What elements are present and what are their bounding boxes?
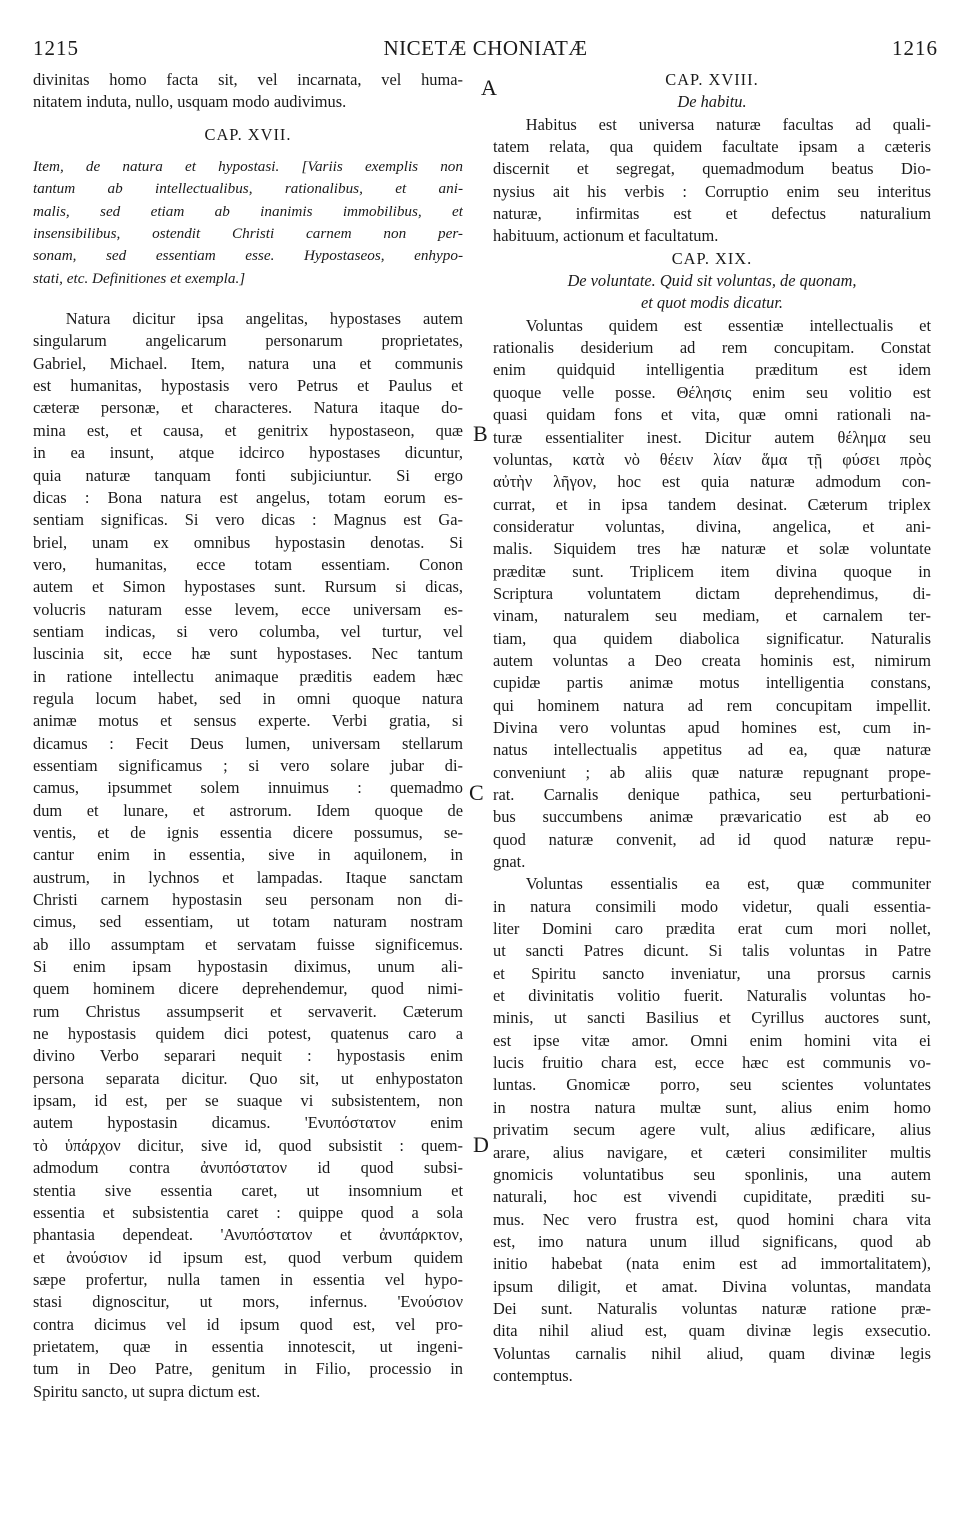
chapter-title-19 bbox=[493, 270, 931, 315]
text-line: et divinitatis volitio fuerit. Naturalis voluntas ho- bbox=[493, 986, 931, 1006]
summary-line: stati, etc. Definitiones et exempla.] bbox=[33, 269, 246, 287]
text-line: phantasia dependeat. 'Ανυπόστατον et ἀνυπάρκτον, bbox=[33, 1225, 463, 1245]
text-line: tum in Deo Patre, genitum in Filio, processio in bbox=[33, 1359, 463, 1379]
text-line: dicamus : Fecit Deus lumen, universam stellarum bbox=[33, 733, 463, 753]
text-line: est, imo natura unum illud significans, quod ab bbox=[493, 1231, 931, 1251]
text-line: enim quidquid intelligentia præditum est idem bbox=[493, 360, 931, 380]
text-line: cimus, sed essentiam, ut totam naturam nostram bbox=[33, 912, 463, 932]
text-line: minis, ut sancti Basilius et Cyrillus auctores sunt, bbox=[493, 1008, 931, 1028]
text-line: admodum contra ἀνυπόστατον id quod subsi- bbox=[33, 1158, 463, 1178]
text-line: in natura consimili modo videtur, quali essentia- bbox=[493, 896, 931, 916]
text-line: cupidæ partis animæ motus intelligentia constans, bbox=[493, 673, 931, 693]
text-line: mus. Nec vero frustra est, quod homini chara vita bbox=[493, 1209, 931, 1229]
text-line: malis. Siquidem tres hæ naturæ et solæ voluntate bbox=[493, 539, 931, 559]
text-line: Voluntas carnalis nihil aliud, quam divinæ legis bbox=[493, 1343, 931, 1363]
text-line: et ἀνούσιον id ipsum est, quod verbum quidem bbox=[33, 1247, 463, 1267]
text-line: currat, et in ipsa tandem desinat. Cæterum triplex bbox=[493, 494, 931, 514]
text-line: Si enim ipsam hypostasin diximus, unum ali- bbox=[33, 957, 463, 977]
text-line: prietatem, quæ in essentia innotescit, ut ingeni- bbox=[33, 1336, 463, 1356]
text-line: dicas : Bona natura est angelus, totam eorum es- bbox=[33, 487, 463, 507]
text-line: naturali, hoc est vivendi cupiditate, præditi su- bbox=[493, 1187, 931, 1207]
text-line: Spiritu sancto, ut supra dictum est. bbox=[33, 1381, 261, 1401]
text-line: Habitus est universa naturæ facultas ad quali- bbox=[525, 114, 931, 134]
text-line: gnat. bbox=[493, 852, 526, 872]
text-line: contra dicimus vel id ipsum quod est, vel pro- bbox=[33, 1314, 463, 1334]
text-line: ab illo assumptam et servatam fuisse significemus. bbox=[33, 934, 463, 954]
text-line: vero, humanitas, ecce totam essentiam. Conon bbox=[33, 554, 463, 574]
margin-marker-c: C bbox=[469, 780, 484, 805]
text-line: Voluntas essentialis ea est, quæ communiter bbox=[525, 874, 931, 894]
text-line: dum et lunare, et astrorum. Idem quoque de bbox=[33, 800, 463, 820]
text-line: contemptus. bbox=[493, 1365, 573, 1385]
text-line: Scriptura voluntatem dictam deprehendimus, di- bbox=[493, 583, 931, 603]
text-line: austrum, in lychnos et lampadas. Itaque sanctam bbox=[33, 867, 463, 887]
text-line: animæ motus et sensus experte. Verbi gratia, si bbox=[33, 711, 463, 731]
summary-line: malis, sed etiam ab inanimis immobilibus, et bbox=[33, 202, 463, 220]
intro-paragraph bbox=[33, 69, 463, 114]
text-line: luscinia sit, ecce hæ sunt hypostases. Nec tantum bbox=[33, 644, 463, 664]
page-header bbox=[0, 0, 971, 70]
text-line: Gabriel, Michael. Item, natura una et communis bbox=[33, 353, 463, 373]
text-line: voluntas, κατὰ νὸ θέειν λίαν ἅμα τῇ φύσει πρὸς bbox=[493, 449, 931, 469]
text-line: habituum, actionum et facultatum. bbox=[493, 226, 719, 246]
left-column bbox=[33, 69, 463, 1403]
chapter-body-19-part1 bbox=[493, 315, 931, 874]
text-line: quem hominem dicere deprehendemur, quod nimi- bbox=[33, 979, 463, 999]
text-line: natus intellectualis appetitus ad ea, quæ naturæ bbox=[493, 740, 931, 760]
text-line: nysius ait his verbis : Corruptio enim seu interitus bbox=[493, 181, 931, 201]
text-line: lucis fruitio chara est, ecce hæc est communis vo- bbox=[493, 1053, 931, 1073]
text-line: camus, ipsummet solem innuimus : quemadmo bbox=[33, 778, 463, 798]
text-line: turæ essentialiter inest. Dicitur autem θέλημα seu bbox=[493, 427, 931, 447]
text-line: Divina vero voluntas apud homines est, cum in- bbox=[493, 717, 931, 737]
spacer bbox=[33, 290, 463, 308]
text-line: gnomicis voluntatibus seu sponlinis, una autem bbox=[493, 1164, 931, 1184]
text-line: quod naturæ convenit, ad id quod naturæ repu- bbox=[493, 829, 931, 849]
chapter-heading-18: CAP. XVIII. bbox=[665, 70, 759, 89]
text-line: essentiam significamus ; si vero solare jubar di- bbox=[33, 755, 463, 775]
text-line: Voluntas quidem est essentiæ intellectualis et bbox=[525, 315, 931, 335]
text-line: rat. Carnalis denique pathica, seu perturbationi- bbox=[493, 785, 931, 804]
text-line: privatim secum agere vult, alius ædificare, alius bbox=[493, 1120, 931, 1140]
text-line: tiam, qua quidem diabolica significatur. Naturalis bbox=[493, 628, 931, 648]
text-line: vinam, naturalem seu mediam, et carnalem ter- bbox=[493, 606, 931, 626]
text-line: consideratur voluntas, divina, angelica, et ani- bbox=[493, 516, 931, 536]
text-line: Christi carnem hypostasin seu personam non di- bbox=[33, 890, 463, 910]
text-line: rum Christus assumpserit et servaverit. Cæterum bbox=[33, 1001, 463, 1021]
text-line: arare, alius navigare, et cæteri consimiliter multis bbox=[493, 1142, 931, 1162]
title-line: et quot modis dicatur. bbox=[640, 293, 784, 313]
spacer bbox=[33, 114, 463, 124]
text-line: autem hypostasin dicamus. 'Ενυπόστατον enim bbox=[33, 1113, 463, 1133]
text-line: mina est, et causa, et genitrix hypostaseon, quæ bbox=[33, 420, 463, 440]
text-line: stentia sive essentia caret, ut insomnium et bbox=[33, 1180, 463, 1200]
chapter-title-18: De habitu. bbox=[677, 92, 747, 112]
text-line: sentiam indicas, si vero columba, vel turtur, vel bbox=[33, 621, 463, 641]
text-line: Dei sunt. Naturalis voluntas naturæ ratione præ- bbox=[493, 1298, 931, 1318]
text-line: autem voluntas a Deo creata hominis est, nimirum bbox=[493, 650, 931, 670]
text-line: quia naturæ tanquam fonti subjiciuntur. Si ergo bbox=[33, 465, 463, 485]
text-line: et Spiritu sancto inveniatur, una prorsus carnis bbox=[493, 963, 931, 983]
summary-line: tantum ab intellectualibus, rationalibus, et ani- bbox=[33, 180, 463, 198]
chapter-heading-17: CAP. XVII. bbox=[204, 124, 292, 144]
text-line: essentia et subsistentia caret : quippe quod a sola bbox=[33, 1202, 463, 1222]
spacer bbox=[33, 146, 463, 156]
text-line: rationalis desiderium ad rem concupitam. Constat bbox=[493, 338, 931, 358]
text-line: nitatem induta, nullo, usquam modo audivimus. bbox=[33, 92, 347, 112]
text-line: præditæ sunt. Triplicem item divina quoque in bbox=[493, 561, 931, 581]
text-line: quoque velle posse. Θέλησις enim seu volitio est bbox=[493, 382, 931, 402]
chapter-summary-17 bbox=[33, 156, 463, 290]
text-line: singularum angelicarum personarum proprietates, bbox=[33, 331, 463, 351]
text-line: Natura dicitur ipsa angelitas, hypostases autem bbox=[65, 309, 463, 329]
text-line: sentiam significas. Si vero dicas : Magnus est Ga- bbox=[33, 510, 463, 530]
summary-line: insensibilibus, ostendit Christi carnem non per- bbox=[33, 225, 463, 243]
text-line: conveniunt ; ab aliis quæ naturæ repugnant prope- bbox=[493, 762, 931, 782]
text-line: est ipse vitæ amor. Omni enim homini vita ei bbox=[493, 1030, 931, 1050]
text-line: ipsum diligit, et amat. Divina voluntas, mandata bbox=[493, 1276, 931, 1296]
text-line: divinitas homo facta sit, vel incarnata, vel huma- bbox=[33, 70, 463, 89]
text-line: briel, unam ex omnibus hypostasin denotas. Si bbox=[33, 532, 463, 552]
chapter-heading-19: CAP. XIX. bbox=[671, 248, 753, 268]
summary-line: Item, de natura et hypostasi. [Variis exemplis non bbox=[33, 158, 463, 176]
text-line: τὸ ὑπάρχον dicitur, sive id, quod subsistit : quem- bbox=[33, 1135, 463, 1155]
text-line: in ratione intellectu animaque præditis eadem hæc bbox=[33, 666, 463, 686]
text-line: ipsam, id est, per se suaque vi subsistentem, non bbox=[33, 1091, 463, 1111]
text-line: divino Verbo separari nequit : hypostasis enim bbox=[33, 1046, 463, 1066]
margin-marker-a: A bbox=[481, 75, 497, 100]
text-line: volucris naturam esse levem, ecce universam es- bbox=[33, 599, 463, 619]
page-number-right: 1216 bbox=[892, 36, 938, 60]
text-line: persona separata dicitur. Quo sit, ut enhypostaton bbox=[33, 1068, 463, 1088]
chapter-body-17 bbox=[33, 308, 463, 1403]
text-line: ne hypostasis quidem dici potest, quatenus caro a bbox=[33, 1024, 463, 1044]
text-line: bus succumbens animæ prævaricatio est ab eo bbox=[493, 807, 931, 827]
page-number-left: 1215 bbox=[33, 36, 79, 60]
text-line: luntas. Gnomicæ porro, seu scientes voluntates bbox=[493, 1075, 931, 1095]
summary-line: sonam, sed essentiam esse. Hypostaseos, enhypo- bbox=[33, 247, 463, 265]
text-line: αὐτὴν λῆγον, hoc est quia naturæ admodum con- bbox=[493, 472, 931, 492]
text-line: cantur enim in essentia, sive in aquilonem, in bbox=[33, 845, 463, 865]
text-line: in nostra natura multæ sunt, alius enim homo bbox=[493, 1097, 931, 1117]
text-line: cæteræ personæ, et characteres. Natura itaque do- bbox=[33, 398, 463, 418]
text-line: sæpe profertur, nulla tamen in essentia vel hypo- bbox=[33, 1269, 463, 1289]
text-line: initio habebat (nata enim est ad immortalitatem), bbox=[493, 1254, 931, 1274]
margin-marker-d: D bbox=[473, 1132, 489, 1157]
text-line: tatem relata, qua quidem facultate ipsam a cæteris bbox=[493, 137, 931, 157]
text-line: est humanitas, hypostasis vero Petrus et Paulus et bbox=[33, 376, 463, 396]
chapter-body-18 bbox=[493, 114, 931, 248]
text-line: ut sancti Patres dicunt. Si talis voluntas in Patre bbox=[493, 941, 931, 961]
text-line: regula locum habet, sed in omni quoque natura bbox=[33, 688, 463, 708]
text-line: autem et Simon hypostases sunt. Rursum si dicas, bbox=[33, 577, 463, 597]
text-line: dita nihil aliud est, quam divinæ legis exsecutio. bbox=[493, 1321, 931, 1341]
text-line: ventis, et de ignis essentia dicere possumus, se- bbox=[33, 823, 463, 842]
text-line: naturæ, infirmitas est et defectus naturalium bbox=[493, 204, 931, 224]
text-line: stasi dignoscitur, ut mors, infernus. 'Ενούσιον bbox=[33, 1292, 463, 1312]
text-line: quasi quidam fons et vita, quæ omni rationali na- bbox=[493, 405, 931, 425]
title-line: De voluntate. Quid sit voluntas, de quonam, bbox=[567, 271, 857, 291]
chapter-body-19-part2 bbox=[493, 873, 931, 1387]
margin-marker-b: B bbox=[473, 421, 488, 446]
right-column bbox=[493, 69, 931, 1387]
text-line: liter Domini caro prædita erat cum mori nollet, bbox=[493, 919, 931, 939]
text-line: qui hominem natura ad rem concupitam impellit. bbox=[493, 695, 931, 715]
text-line: discernit et segregat, quemadmodum beatus Dio- bbox=[493, 159, 931, 179]
running-title: NICETÆ CHONIATÆ bbox=[383, 36, 588, 60]
text-line: in ea insunt, atque idcirco hypostases dicuntur, bbox=[33, 443, 463, 463]
